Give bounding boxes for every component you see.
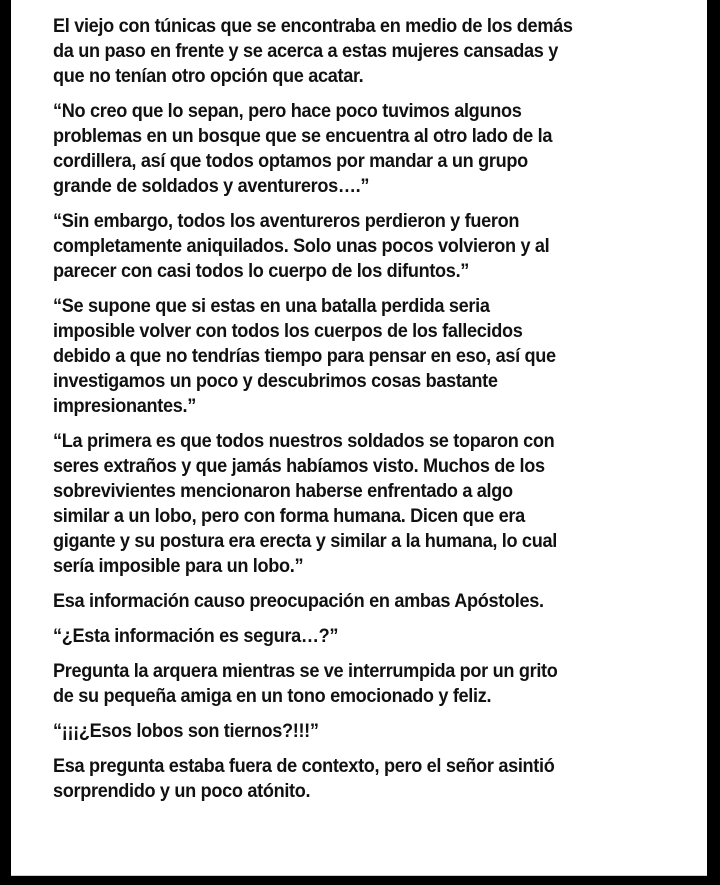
paragraph-4 [53, 294, 693, 419]
text-line: problemas en un bosque que se encuentra al otro lado de la [53, 125, 553, 147]
paragraph-3 [53, 209, 693, 284]
text-line: debido a que no tendrías tiempo para pensar en eso, así que [53, 345, 556, 367]
paragraph-6 [53, 589, 693, 614]
text-line: sorprendido y un poco atónito. [53, 780, 311, 802]
text-line: parecer con casi todos lo cuerpo de los difuntos.” [53, 260, 470, 282]
paragraph-7 [53, 624, 693, 649]
document-body [53, 14, 693, 814]
text-line: impresionantes.” [53, 395, 196, 417]
text-line: Esa pregunta estaba fuera de contexto, pero el señor asintió [53, 755, 555, 777]
paragraph-2 [53, 99, 693, 199]
text-line: seres extraños y que jamás habíamos visto. Muchos de los [53, 455, 545, 477]
paragraph-10 [53, 754, 693, 804]
document-page [11, 0, 707, 876]
text-line: grande de soldados y aventureros….” [53, 175, 370, 197]
text-line: de su pequeña amiga en un tono emocionado y feliz. [53, 685, 492, 707]
paragraph-8 [53, 659, 693, 709]
text-line: similar a un lobo, pero con forma humana. Dicen que era [53, 505, 525, 527]
text-line: El viejo con túnicas que se encontraba en medio de los demás [53, 15, 573, 37]
paragraph-5 [53, 429, 693, 579]
text-line: “¡¡¡¿Esos lobos son tiernos?!!!” [53, 720, 319, 742]
text-line: sería imposible para un lobo.” [53, 555, 304, 577]
text-line: “¿Esta información es segura…?” [53, 625, 339, 647]
text-line: “Sin embargo, todos los aventureros perdieron y fueron [53, 210, 520, 232]
text-line: cordillera, así que todos optamos por mandar a un grupo [53, 150, 528, 172]
paragraph-1 [53, 14, 693, 89]
text-line: da un paso en frente y se acerca a estas mujeres cansadas y [53, 40, 558, 62]
text-line: sobrevivientes mencionaron haberse enfrentado a algo [53, 480, 513, 502]
text-line: Pregunta la arquera mientras se ve interrumpida por un grito [53, 660, 558, 682]
text-line: imposible volver con todos los cuerpos de los fallecidos [53, 320, 523, 342]
text-line: gigante y su postura era erecta y similar a la humana, lo cual [53, 530, 557, 552]
text-line: investigamos un poco y descubrimos cosas bastante [53, 370, 498, 392]
text-line: que no tenían otro opción que acatar. [53, 65, 364, 87]
paragraph-9 [53, 719, 693, 744]
text-line: “No creo que lo sepan, pero hace poco tuvimos algunos [53, 100, 522, 122]
text-line: completamente aniquilados. Solo unas pocos volvieron y al [53, 235, 550, 257]
text-line: Esa información causo preocupación en ambas Apóstoles. [53, 590, 544, 612]
text-line: “La primera es que todos nuestros soldados se toparon con [53, 430, 555, 452]
text-line: “Se supone que si estas en una batalla perdida seria [53, 295, 490, 317]
